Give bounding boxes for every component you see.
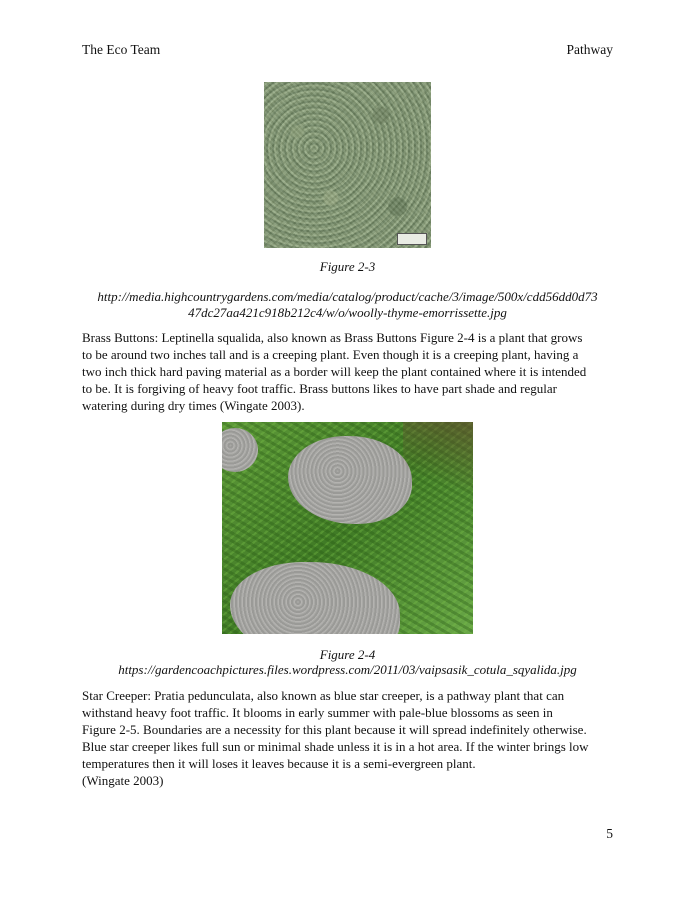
paragraph-line: Brass Buttons: Leptinella squalida, also known as Brass Buttons Figure 2-4 is a plant that grows [82,330,583,345]
figure-2-3-url-line-1: http://media.highcountrygardens.com/media/catalog/product/cache/3/image/500x/cdd56dd0d73 [97,289,598,304]
paragraph-line: (Wingate 2003) [82,772,164,788]
paragraph-line: to be around two inches tall and is a creeping plant. Even though it is a creeping plant, having a [82,346,579,362]
paragraph-line: Figure 2-5. Boundaries are a necessity for this plant because it will spread indefinitely otherwise. [82,721,587,737]
stepping-stone [288,436,412,524]
figure-2-4-caption: Figure 2-4 [319,647,376,662]
running-header-left: The Eco Team [82,42,161,57]
running-header-right: Pathway [566,42,613,57]
paragraph-line: to be. It is forgiving of heavy foot traffic. Brass buttons likes to have part shade and regular [82,380,557,396]
figure-2-3-woolly-thyme-photo [264,82,431,248]
figure-2-4-brass-buttons-photo [222,422,473,634]
figure-2-4-url: https://gardencoachpictures.files.wordpress.com/2011/03/vaipsasik_cotula_sqyalida.jpg [118,662,577,677]
figure-2-3-url-line-2: 47dc27aa421c918b212c4/w/o/woolly-thyme-emorrissette.jpg [188,305,507,320]
paragraph-line: Blue star creeper likes full sun or minimal shade unless it is in a hot area. If the winter brings low [82,738,589,754]
page-number: 5 [606,826,613,841]
paragraph-line: two inch thick hard paving material as a border will keep the plant contained where it is intended [82,363,587,379]
paragraph-line: withstand heavy foot traffic. It blooms in early summer with pale-blue blossoms as seen in [82,704,553,720]
paragraph-line: watering during dry times (Wingate 2003). [82,397,305,413]
stepping-stone [222,428,258,472]
photo-credit-stamp [397,233,427,245]
paragraph-brass-buttons [82,330,614,415]
paragraph-line: Star Creeper: Pratia pedunculata, also known as blue star creeper, is a pathway plant that can [82,688,565,703]
paragraph-star-creeper [82,688,614,789]
figure-2-3-caption: Figure 2-3 [319,259,376,274]
stepping-stone [230,562,400,634]
paragraph-line: temperatures then it will loses it leaves because it is a semi-evergreen plant. [82,755,476,771]
